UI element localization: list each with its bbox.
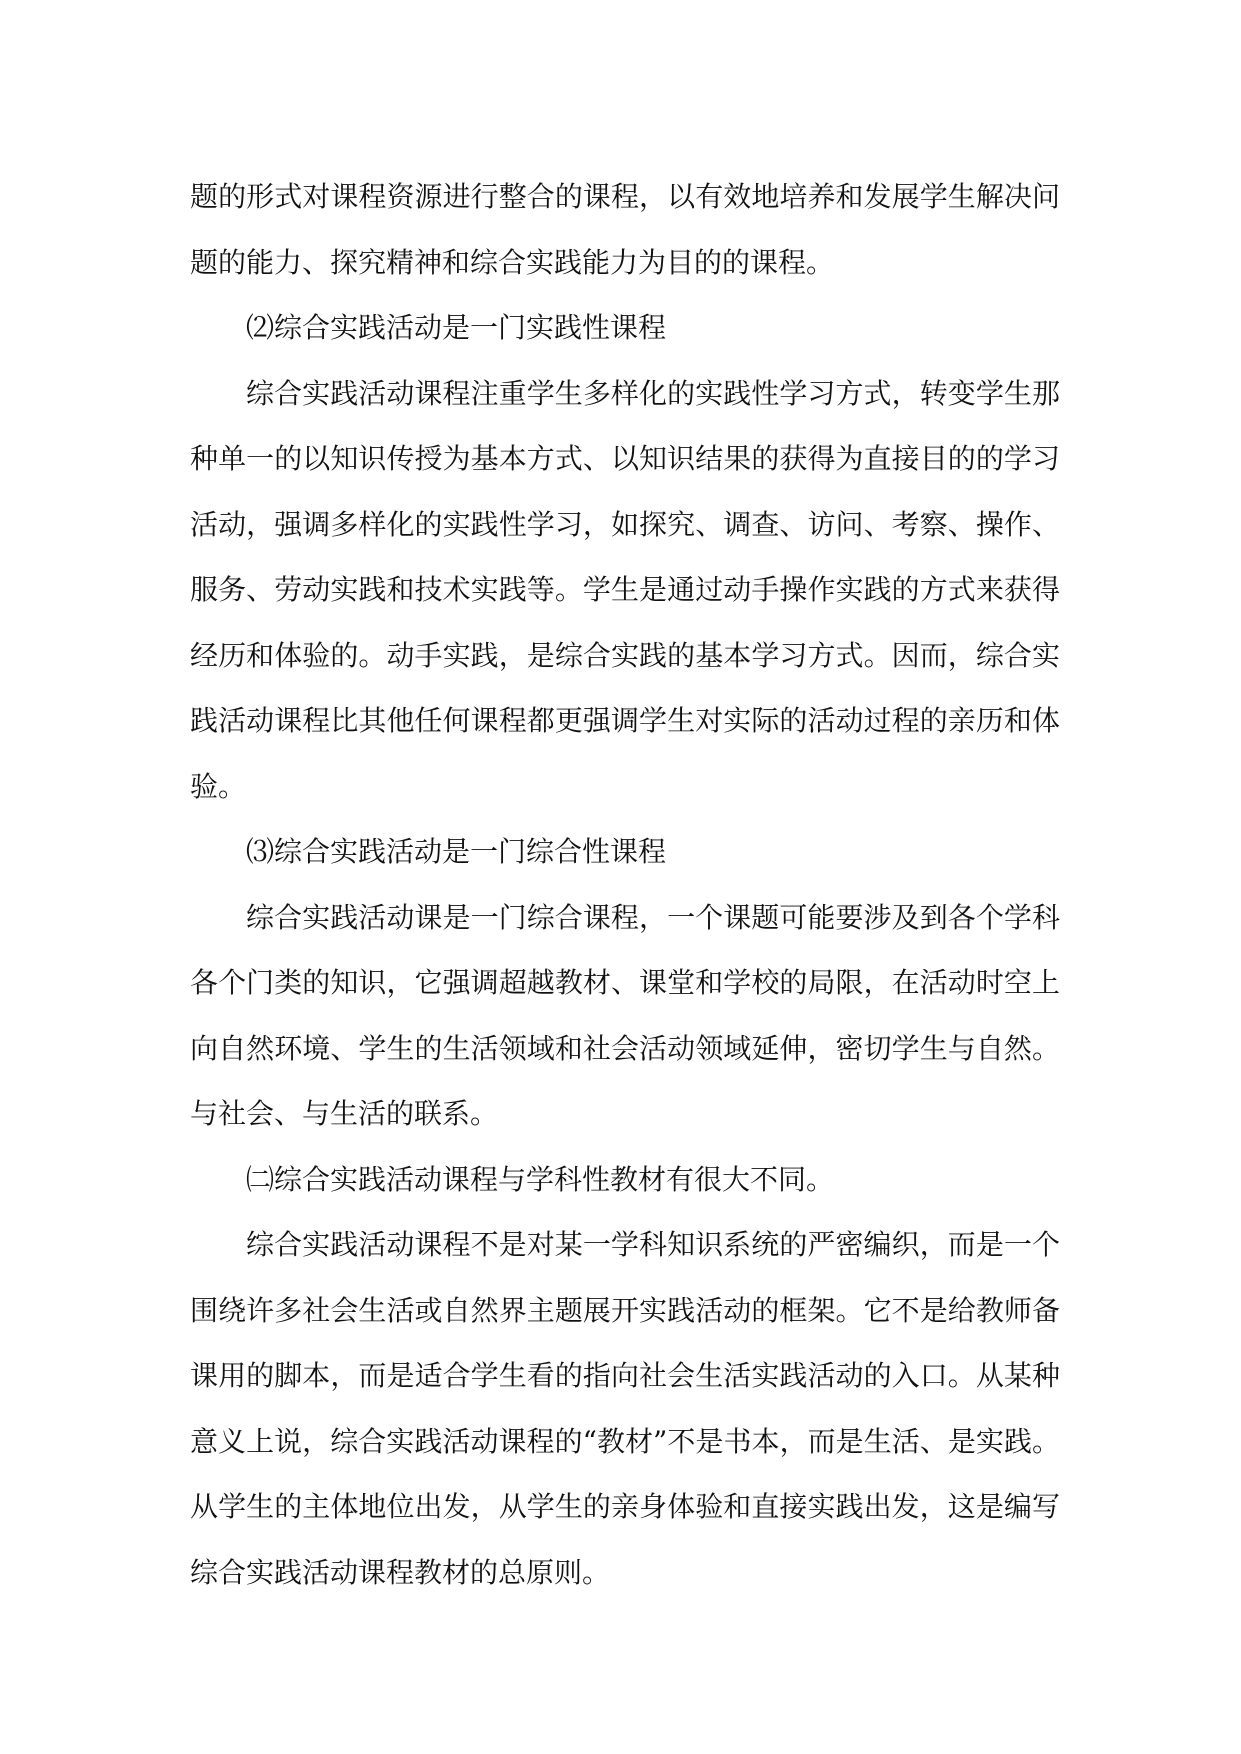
paragraph-textbook-difference: 综合实践活动课程不是对某一学科知识系统的严密编织，而是一个围绕许多社会生活或自然界主题展开实践活动的框架。它不是给教师备课用的脚本，而是适合学生看的指向社会生活实践活动的入口。从某种意义上说，综合实践活动课程的“教材”不是书本，而是生活、是实践。从学生的主体地位出发，从学生的亲身体验和直接实践出发，这是编写综合实践活动课程教材的总原则。 [190, 1228, 1060, 1589]
paragraph-comprehensive-course: 综合实践活动课是一门综合课程，一个课题可能要涉及到各个学科各个门类的知识，它强调超越教材、课堂和学校的局限，在活动时空上向自然环境、学生的生活领域和社会活动领域延伸，密切学生与自然。与社会、与生活的联系。 [190, 900, 1060, 1130]
section-heading-textbook-difference: ㈡综合实践活动课程与学科性教材有很大不同。 [246, 1162, 835, 1196]
section-heading-comprehensive-course: ⑶综合实践活动是一门综合性课程 [246, 835, 667, 868]
paragraph-continuation: 题的形式对课程资源进行整合的课程，以有效地培养和发展学生解决问题的能力、探究精神和综合实践能力为目的的课程。 [190, 180, 1060, 279]
section-heading-practical-course: ⑵综合实践活动是一门实践性课程 [246, 311, 667, 344]
paragraph-practical-course: 综合实践活动课程注重学生多样化的实践性学习方式，转变学生那种单一的以知识传授为基本方式、以知识结果的获得为直接目的的学习活动，强调多样化的实践性学习，如探究、调查、访问、考察、操作、服务、劳动实践和技术实践等。学生是通过动手操作实践的方式来获得经历和体验的。动手实践，是综合实践的基本学习方式。因而，综合实践活动课程比其他任何课程都更强调学生对实际的活动过程的亲历和体验。 [190, 376, 1060, 803]
document-body [190, 164, 1060, 1605]
